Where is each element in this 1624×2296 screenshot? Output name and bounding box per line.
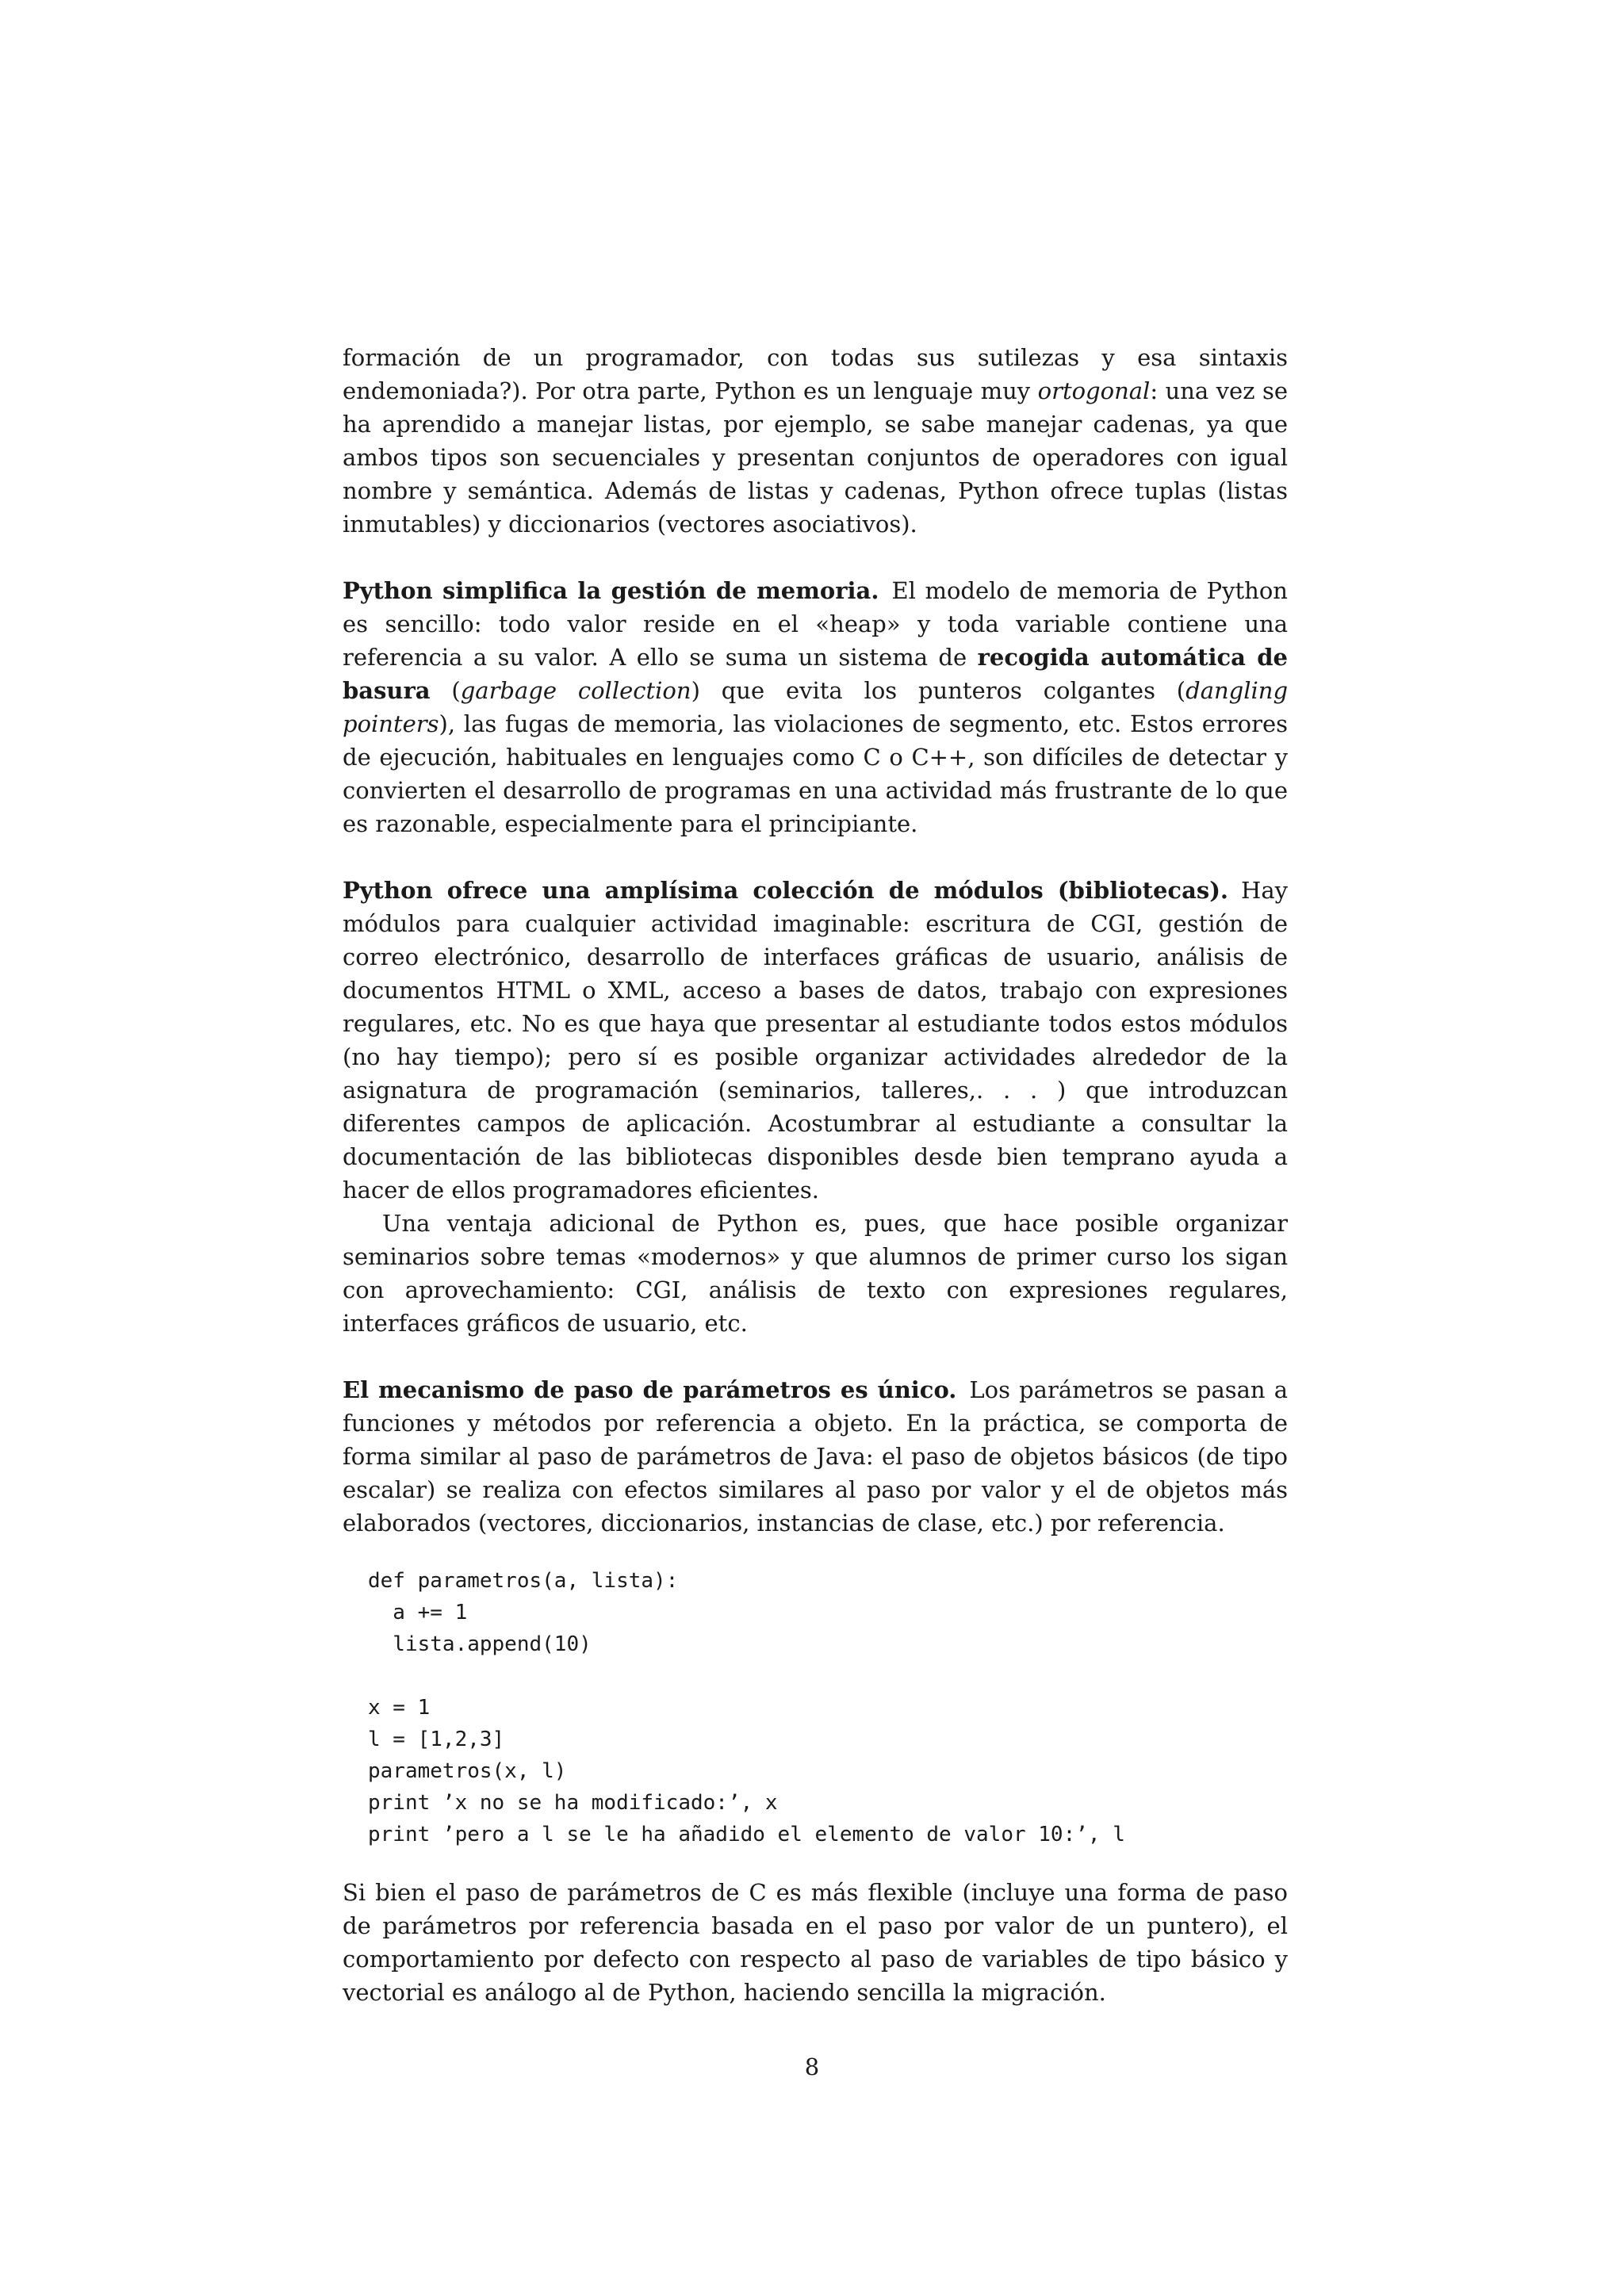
bold-recogida-basura: recogida automática de basura bbox=[343, 644, 1288, 704]
text-run: ( bbox=[430, 677, 461, 704]
emphasis-dangling-pointers: dangling pointers bbox=[343, 677, 1289, 737]
heading-parametros: El mecanismo de paso de parámetros es único. bbox=[343, 1376, 957, 1403]
paragraph-ortogonal bbox=[343, 341, 1288, 541]
page-body bbox=[343, 341, 1288, 2009]
heading-modulos: Python ofrece una amplísima colección de módulos (bibliotecas). bbox=[343, 877, 1229, 904]
text-run: ) que evita los punteros colgantes ( bbox=[691, 677, 1186, 704]
code-block: def parametros(a, lista): a += 1 lista.append(10) x = 1 l = [1,2,3] parametros(x, l) print ’x no se ha modificado:’, x print ’pero a l se le ha añadido el elemento de valor 10:’, l bbox=[368, 1569, 1125, 1846]
paragraph-ventaja bbox=[343, 1207, 1288, 1340]
text-run: Hay módulos para cualquier actividad imaginable: escritura de CGI, gestión de correo electrónico, desarrollo de interfaces gráficas de usuario, análisis de documentos HTML o XML, acceso a bases de datos, trabajo con expresiones regulares, etc. No es que haya que presentar al estudiante todos estos módulos (no hay tiempo); pero sí es posible organizar actividades alrededor de la asignatura de programación (seminarios, talleres,. . . ) que introduzcan diferentes campos de aplicación. Acostumbrar al estudiante a consultar la documentación de las bibliotecas disponibles desde bien temprano ayuda a hacer de ellos programadores eficientes. bbox=[343, 877, 1288, 1203]
text-run: ), las fugas de memoria, las violaciones de segmento, etc. Estos errores de ejecución, habituales en lenguajes como C o C++, son difíciles de detectar y convierten el desarrollo de programas en una actividad más frustrante de lo que es razonable, especialmente para el principiante. bbox=[343, 710, 1288, 837]
emphasis-ortogonal: ortogonal bbox=[1037, 377, 1151, 404]
heading-memoria: Python simplifica la gestión de memoria. bbox=[343, 577, 879, 604]
text-run: Una ventaja adicional de Python es, pues, que hace posible organizar seminarios sobre temas «modernos» y que alumnos de primer curso los sigan con aprovechamiento: CGI, análisis de texto con expresiones regulares, interfaces gráficos de usuario, etc. bbox=[343, 1210, 1288, 1337]
page-number: 8 bbox=[804, 2053, 820, 2080]
paragraph-parametros bbox=[343, 1373, 1288, 1540]
text-run: Si bien el paso de parámetros de C es más flexible (incluye una forma de paso de parámetros por referencia basada en el paso por valor de un puntero), el comportamiento por defecto con respecto al paso de variables de tipo básico y vectorial es análogo al de Python, haciendo sencilla la migración. bbox=[343, 1879, 1288, 2006]
paragraph-migracion bbox=[343, 1876, 1288, 2009]
text-run: El modelo de memoria de Python es sencillo: todo valor reside en el «heap» y toda variable contiene una referencia a su valor. A ello se suma un sistema de bbox=[343, 577, 1288, 671]
paragraph-memoria bbox=[343, 574, 1288, 840]
text-run: formación de un programador, con todas sus sutilezas y esa sintaxis endemoniada?). Por otra parte, Python es un lenguaje muy bbox=[343, 344, 1288, 404]
emphasis-garbage-collection: garbage collection bbox=[460, 677, 691, 704]
paragraph-modulos bbox=[343, 874, 1288, 1207]
text-run: : una vez se ha aprendido a manejar listas, por ejemplo, se sabe manejar cadenas, ya que ambos tipos son secuenciales y presentan conjuntos de operadores con igual nombre y semántica. Además de listas y cadenas, Python ofrece tuplas (listas inmutables) y diccionarios (vectores asociativos). bbox=[343, 377, 1288, 538]
text-run: Los parámetros se pasan a funciones y métodos por referencia a objeto. En la práctica, se comporta de forma similar al paso de parámetros de Java: el paso de objetos básicos (de tipo escalar) se realiza con efectos similares al paso por valor y el de objetos más elaborados (vectores, diccionarios, instancias de clase, etc.) por referencia. bbox=[343, 1376, 1288, 1536]
